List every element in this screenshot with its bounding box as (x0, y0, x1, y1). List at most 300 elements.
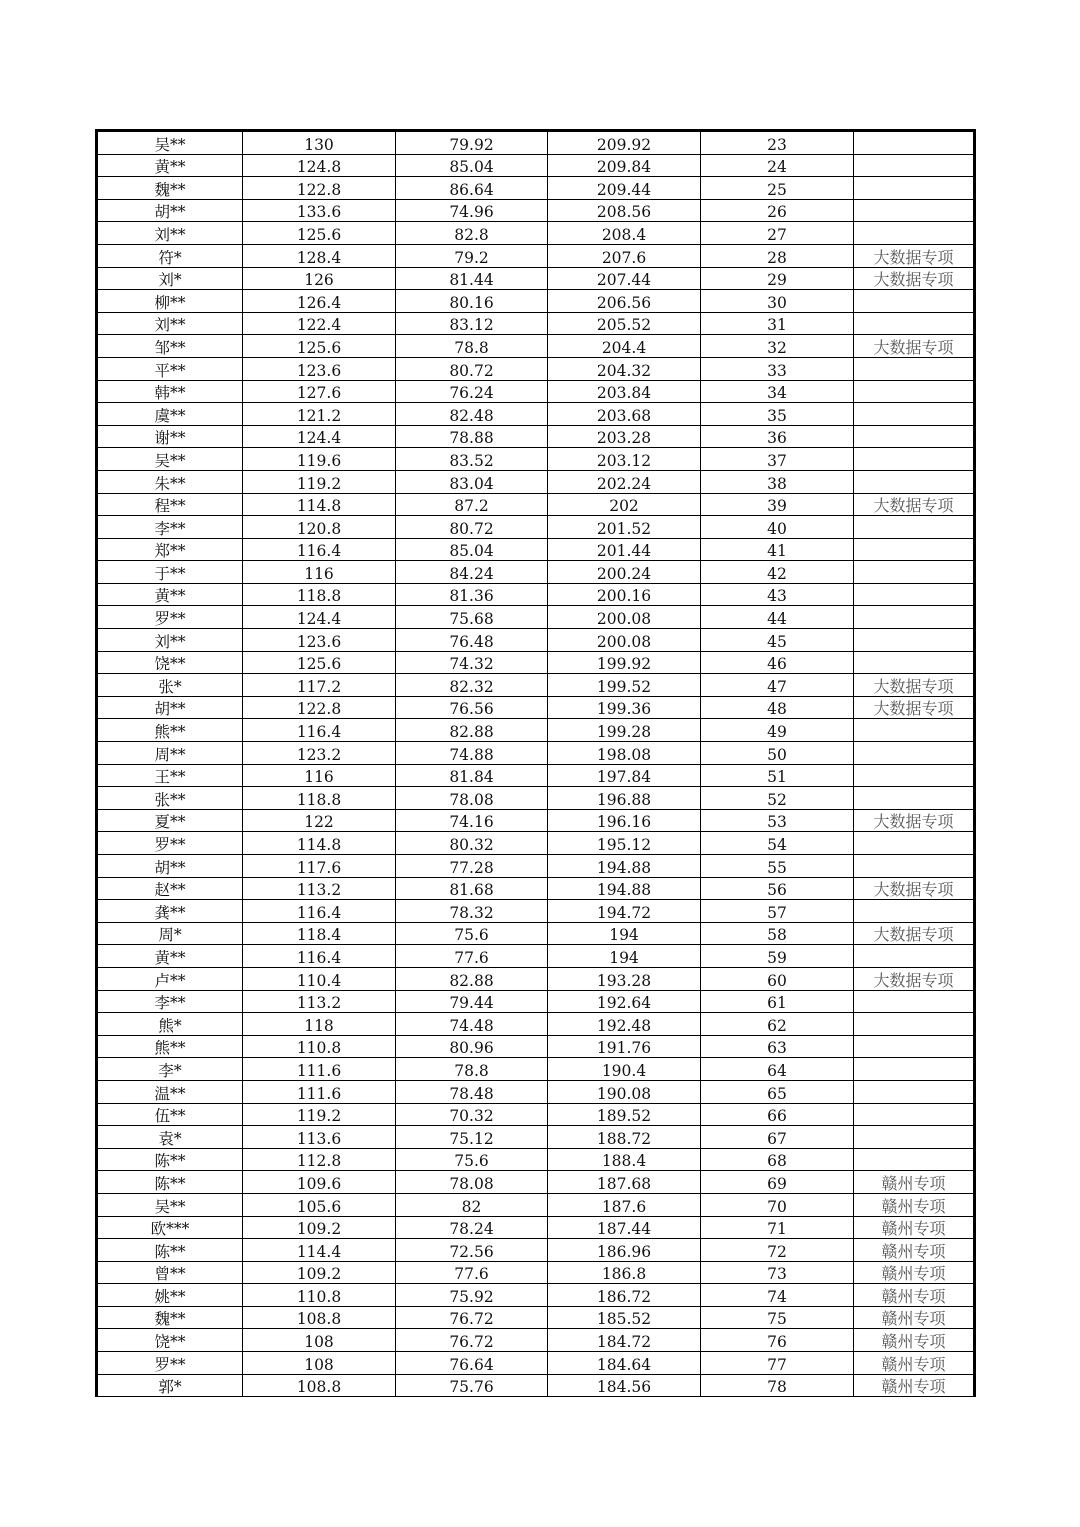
name-cell: 伍** (97, 1103, 243, 1126)
total-score-cell: 186.72 (548, 1284, 701, 1307)
table-row (97, 922, 975, 945)
table-row (97, 1080, 975, 1103)
table-row (97, 222, 975, 245)
rank-cell: 47 (701, 674, 854, 697)
score-2-cell: 75.6 (396, 1148, 548, 1171)
table-row (97, 403, 975, 426)
name-cell: 欧*** (97, 1216, 243, 1239)
score-2-cell: 79.44 (396, 990, 548, 1013)
table-row (97, 357, 975, 380)
score-2-cell: 78.48 (396, 1080, 548, 1103)
note-cell: 赣州专项 (854, 1261, 975, 1284)
table-row (97, 583, 975, 606)
name-cell: 罗** (97, 1352, 243, 1375)
table-row (97, 1216, 975, 1239)
total-score-cell: 209.84 (548, 154, 701, 177)
score-1-cell: 110.8 (243, 1035, 396, 1058)
table-row (97, 493, 975, 516)
score-2-cell: 82.8 (396, 222, 548, 245)
score-2-cell: 82.88 (396, 719, 548, 742)
note-cell: 赣州专项 (854, 1239, 975, 1262)
score-2-cell: 74.32 (396, 651, 548, 674)
score-2-cell: 79.92 (396, 131, 548, 155)
name-cell: 符* (97, 244, 243, 267)
score-1-cell: 124.4 (243, 606, 396, 629)
score-2-cell: 75.92 (396, 1284, 548, 1307)
total-score-cell: 194.88 (548, 877, 701, 900)
score-1-cell: 116 (243, 561, 396, 584)
score-2-cell: 78.08 (396, 787, 548, 810)
note-cell (854, 1148, 975, 1171)
total-score-cell: 201.52 (548, 516, 701, 539)
results-table (95, 129, 976, 1397)
rank-cell: 37 (701, 448, 854, 471)
note-cell: 大数据专项 (854, 922, 975, 945)
table-row (97, 380, 975, 403)
name-cell: 陈** (97, 1148, 243, 1171)
name-cell: 赵** (97, 877, 243, 900)
total-score-cell: 188.4 (548, 1148, 701, 1171)
name-cell: 周** (97, 742, 243, 765)
score-2-cell: 81.36 (396, 583, 548, 606)
score-1-cell: 117.6 (243, 855, 396, 878)
total-score-cell: 207.6 (548, 244, 701, 267)
name-cell: 吴** (97, 1193, 243, 1216)
rank-cell: 62 (701, 1013, 854, 1036)
rank-cell: 55 (701, 855, 854, 878)
total-score-cell: 202 (548, 493, 701, 516)
rank-cell: 59 (701, 945, 854, 968)
rank-cell: 51 (701, 764, 854, 787)
total-score-cell: 192.64 (548, 990, 701, 1013)
total-score-cell: 194 (548, 945, 701, 968)
table-row (97, 1261, 975, 1284)
note-cell: 赣州专项 (854, 1374, 975, 1397)
total-score-cell: 187.44 (548, 1216, 701, 1239)
score-2-cell: 83.04 (396, 470, 548, 493)
note-cell (854, 1035, 975, 1058)
total-score-cell: 190.08 (548, 1080, 701, 1103)
note-cell (854, 742, 975, 765)
total-score-cell: 184.56 (548, 1374, 701, 1397)
score-2-cell: 82 (396, 1193, 548, 1216)
score-2-cell: 82.88 (396, 967, 548, 990)
score-2-cell: 85.04 (396, 538, 548, 561)
score-1-cell: 122.8 (243, 177, 396, 200)
score-1-cell: 116.4 (243, 538, 396, 561)
name-cell: 魏** (97, 1306, 243, 1329)
table-row (97, 177, 975, 200)
score-1-cell: 114.8 (243, 493, 396, 516)
table-row (97, 1352, 975, 1375)
note-cell (854, 629, 975, 652)
table-row (97, 606, 975, 629)
score-1-cell: 125.6 (243, 335, 396, 358)
note-cell (854, 538, 975, 561)
table-row (97, 1193, 975, 1216)
name-cell: 饶** (97, 1329, 243, 1352)
score-2-cell: 75.6 (396, 922, 548, 945)
note-cell: 赣州专项 (854, 1306, 975, 1329)
total-score-cell: 192.48 (548, 1013, 701, 1036)
table-row (97, 855, 975, 878)
rank-cell: 71 (701, 1216, 854, 1239)
table-row (97, 1058, 975, 1081)
score-1-cell: 118 (243, 1013, 396, 1036)
score-2-cell: 77.28 (396, 855, 548, 878)
score-2-cell: 78.8 (396, 1058, 548, 1081)
total-score-cell: 193.28 (548, 967, 701, 990)
table-row (97, 651, 975, 674)
table-row (97, 945, 975, 968)
name-cell: 李** (97, 990, 243, 1013)
name-cell: 袁* (97, 1126, 243, 1149)
table-row (97, 244, 975, 267)
rank-cell: 69 (701, 1171, 854, 1194)
rank-cell: 48 (701, 696, 854, 719)
name-cell: 吴** (97, 448, 243, 471)
table-row (97, 1374, 975, 1397)
rank-cell: 67 (701, 1126, 854, 1149)
note-cell: 大数据专项 (854, 674, 975, 697)
total-score-cell: 199.28 (548, 719, 701, 742)
note-cell (854, 561, 975, 584)
total-score-cell: 198.08 (548, 742, 701, 765)
name-cell: 罗** (97, 606, 243, 629)
results-table-body (97, 131, 975, 1397)
name-cell: 龚** (97, 900, 243, 923)
note-cell (854, 787, 975, 810)
score-1-cell: 109.2 (243, 1261, 396, 1284)
table-row (97, 629, 975, 652)
score-1-cell: 126.4 (243, 290, 396, 313)
score-1-cell: 121.2 (243, 403, 396, 426)
score-2-cell: 81.44 (396, 267, 548, 290)
score-1-cell: 122.8 (243, 696, 396, 719)
note-cell: 赣州专项 (854, 1171, 975, 1194)
total-score-cell: 200.16 (548, 583, 701, 606)
score-2-cell: 83.52 (396, 448, 548, 471)
name-cell: 罗** (97, 832, 243, 855)
score-1-cell: 114.4 (243, 1239, 396, 1262)
score-2-cell: 74.48 (396, 1013, 548, 1036)
score-2-cell: 80.16 (396, 290, 548, 313)
table-row (97, 1148, 975, 1171)
table-row (97, 1284, 975, 1307)
name-cell: 曾** (97, 1261, 243, 1284)
table-row (97, 900, 975, 923)
score-1-cell: 109.6 (243, 1171, 396, 1194)
note-cell (854, 154, 975, 177)
total-score-cell: 190.4 (548, 1058, 701, 1081)
score-1-cell: 119.2 (243, 470, 396, 493)
score-2-cell: 82.48 (396, 403, 548, 426)
score-2-cell: 79.2 (396, 244, 548, 267)
rank-cell: 31 (701, 312, 854, 335)
table-row (97, 425, 975, 448)
table-row (97, 764, 975, 787)
note-cell (854, 1058, 975, 1081)
total-score-cell: 195.12 (548, 832, 701, 855)
note-cell: 赣州专项 (854, 1329, 975, 1352)
rank-cell: 68 (701, 1148, 854, 1171)
total-score-cell: 194.88 (548, 855, 701, 878)
name-cell: 张** (97, 787, 243, 810)
name-cell: 饶** (97, 651, 243, 674)
rank-cell: 26 (701, 199, 854, 222)
score-1-cell: 123.6 (243, 357, 396, 380)
score-1-cell: 116 (243, 764, 396, 787)
rank-cell: 60 (701, 967, 854, 990)
name-cell: 郭* (97, 1374, 243, 1397)
total-score-cell: 203.68 (548, 403, 701, 426)
note-cell (854, 199, 975, 222)
total-score-cell: 208.4 (548, 222, 701, 245)
note-cell: 赣州专项 (854, 1352, 975, 1375)
table-row (97, 1329, 975, 1352)
score-2-cell: 85.04 (396, 154, 548, 177)
note-cell (854, 312, 975, 335)
name-cell: 吴** (97, 131, 243, 155)
table-row (97, 787, 975, 810)
score-1-cell: 105.6 (243, 1193, 396, 1216)
note-cell: 大数据专项 (854, 696, 975, 719)
score-1-cell: 119.2 (243, 1103, 396, 1126)
note-cell (854, 900, 975, 923)
score-1-cell: 120.8 (243, 516, 396, 539)
table-row (97, 154, 975, 177)
score-1-cell: 130 (243, 131, 396, 155)
rank-cell: 32 (701, 335, 854, 358)
score-2-cell: 77.6 (396, 945, 548, 968)
score-1-cell: 116.4 (243, 719, 396, 742)
rank-cell: 34 (701, 380, 854, 403)
score-2-cell: 76.72 (396, 1306, 548, 1329)
total-score-cell: 199.36 (548, 696, 701, 719)
total-score-cell: 204.32 (548, 357, 701, 380)
rank-cell: 38 (701, 470, 854, 493)
score-1-cell: 124.8 (243, 154, 396, 177)
score-1-cell: 116.4 (243, 900, 396, 923)
total-score-cell: 197.84 (548, 764, 701, 787)
total-score-cell: 204.4 (548, 335, 701, 358)
rank-cell: 39 (701, 493, 854, 516)
score-2-cell: 84.24 (396, 561, 548, 584)
score-2-cell: 74.16 (396, 809, 548, 832)
score-1-cell: 114.8 (243, 832, 396, 855)
name-cell: 黄** (97, 583, 243, 606)
total-score-cell: 194 (548, 922, 701, 945)
note-cell: 赣州专项 (854, 1284, 975, 1307)
note-cell: 赣州专项 (854, 1216, 975, 1239)
score-2-cell: 78.8 (396, 335, 548, 358)
total-score-cell: 201.44 (548, 538, 701, 561)
total-score-cell: 209.44 (548, 177, 701, 200)
note-cell (854, 131, 975, 155)
table-row (97, 561, 975, 584)
note-cell (854, 1080, 975, 1103)
score-1-cell: 108 (243, 1329, 396, 1352)
table-row (97, 990, 975, 1013)
note-cell: 大数据专项 (854, 335, 975, 358)
note-cell (854, 1103, 975, 1126)
note-cell (854, 222, 975, 245)
score-1-cell: 122 (243, 809, 396, 832)
note-cell: 赣州专项 (854, 1193, 975, 1216)
name-cell: 夏** (97, 809, 243, 832)
name-cell: 陈** (97, 1171, 243, 1194)
score-1-cell: 118.8 (243, 583, 396, 606)
name-cell: 魏** (97, 177, 243, 200)
name-cell: 朱** (97, 470, 243, 493)
rank-cell: 65 (701, 1080, 854, 1103)
total-score-cell: 187.68 (548, 1171, 701, 1194)
name-cell: 姚** (97, 1284, 243, 1307)
table-row (97, 696, 975, 719)
score-2-cell: 83.12 (396, 312, 548, 335)
table-row (97, 809, 975, 832)
score-2-cell: 80.96 (396, 1035, 548, 1058)
rank-cell: 56 (701, 877, 854, 900)
name-cell: 卢** (97, 967, 243, 990)
rank-cell: 66 (701, 1103, 854, 1126)
note-cell: 大数据专项 (854, 877, 975, 900)
rank-cell: 24 (701, 154, 854, 177)
total-score-cell: 199.92 (548, 651, 701, 674)
rank-cell: 33 (701, 357, 854, 380)
table-row (97, 1126, 975, 1149)
note-cell (854, 832, 975, 855)
table-row (97, 1013, 975, 1036)
name-cell: 熊** (97, 719, 243, 742)
total-score-cell: 196.16 (548, 809, 701, 832)
total-score-cell: 191.76 (548, 1035, 701, 1058)
score-1-cell: 126 (243, 267, 396, 290)
rank-cell: 64 (701, 1058, 854, 1081)
note-cell (854, 1013, 975, 1036)
table-row (97, 967, 975, 990)
score-2-cell: 78.24 (396, 1216, 548, 1239)
name-cell: 胡** (97, 855, 243, 878)
score-1-cell: 127.6 (243, 380, 396, 403)
table-row (97, 267, 975, 290)
rank-cell: 57 (701, 900, 854, 923)
score-1-cell: 124.4 (243, 425, 396, 448)
score-2-cell: 76.64 (396, 1352, 548, 1375)
note-cell: 大数据专项 (854, 967, 975, 990)
score-2-cell: 75.68 (396, 606, 548, 629)
rank-cell: 43 (701, 583, 854, 606)
table-row (97, 516, 975, 539)
score-1-cell: 117.2 (243, 674, 396, 697)
note-cell (854, 651, 975, 674)
table-row (97, 538, 975, 561)
name-cell: 郑** (97, 538, 243, 561)
score-2-cell: 75.76 (396, 1374, 548, 1397)
total-score-cell: 207.44 (548, 267, 701, 290)
table-row (97, 1171, 975, 1194)
score-2-cell: 70.32 (396, 1103, 548, 1126)
rank-cell: 40 (701, 516, 854, 539)
name-cell: 刘** (97, 222, 243, 245)
rank-cell: 27 (701, 222, 854, 245)
table-row (97, 470, 975, 493)
table-row (97, 832, 975, 855)
note-cell (854, 516, 975, 539)
table-row (97, 719, 975, 742)
rank-cell: 45 (701, 629, 854, 652)
score-1-cell: 113.2 (243, 990, 396, 1013)
rank-cell: 44 (701, 606, 854, 629)
name-cell: 刘* (97, 267, 243, 290)
name-cell: 周* (97, 922, 243, 945)
score-1-cell: 110.8 (243, 1284, 396, 1307)
total-score-cell: 206.56 (548, 290, 701, 313)
table-row (97, 1103, 975, 1126)
rank-cell: 30 (701, 290, 854, 313)
score-2-cell: 86.64 (396, 177, 548, 200)
name-cell: 陈** (97, 1239, 243, 1262)
note-cell (854, 764, 975, 787)
total-score-cell: 205.52 (548, 312, 701, 335)
rank-cell: 61 (701, 990, 854, 1013)
note-cell (854, 945, 975, 968)
score-2-cell: 78.32 (396, 900, 548, 923)
rank-cell: 41 (701, 538, 854, 561)
table-row (97, 1239, 975, 1262)
score-1-cell: 119.6 (243, 448, 396, 471)
score-1-cell: 109.2 (243, 1216, 396, 1239)
score-1-cell: 113.2 (243, 877, 396, 900)
rank-cell: 42 (701, 561, 854, 584)
table-row (97, 131, 975, 155)
note-cell: 大数据专项 (854, 244, 975, 267)
score-1-cell: 118.8 (243, 787, 396, 810)
total-score-cell: 209.92 (548, 131, 701, 155)
score-2-cell: 75.12 (396, 1126, 548, 1149)
score-1-cell: 108 (243, 1352, 396, 1375)
total-score-cell: 186.8 (548, 1261, 701, 1284)
note-cell (854, 425, 975, 448)
total-score-cell: 194.72 (548, 900, 701, 923)
rank-cell: 53 (701, 809, 854, 832)
score-2-cell: 87.2 (396, 493, 548, 516)
rank-cell: 78 (701, 1374, 854, 1397)
score-1-cell: 110.4 (243, 967, 396, 990)
name-cell: 熊** (97, 1035, 243, 1058)
score-2-cell: 81.84 (396, 764, 548, 787)
name-cell: 温** (97, 1080, 243, 1103)
score-1-cell: 125.6 (243, 222, 396, 245)
rank-cell: 76 (701, 1329, 854, 1352)
name-cell: 胡** (97, 696, 243, 719)
note-cell (854, 177, 975, 200)
name-cell: 黄** (97, 945, 243, 968)
note-cell (854, 606, 975, 629)
note-cell: 大数据专项 (854, 493, 975, 516)
score-1-cell: 123.6 (243, 629, 396, 652)
rank-cell: 70 (701, 1193, 854, 1216)
note-cell (854, 290, 975, 313)
note-cell (854, 470, 975, 493)
name-cell: 王** (97, 764, 243, 787)
score-1-cell: 111.6 (243, 1080, 396, 1103)
score-2-cell: 74.88 (396, 742, 548, 765)
table-row (97, 312, 975, 335)
name-cell: 熊* (97, 1013, 243, 1036)
rank-cell: 28 (701, 244, 854, 267)
table-row (97, 742, 975, 765)
